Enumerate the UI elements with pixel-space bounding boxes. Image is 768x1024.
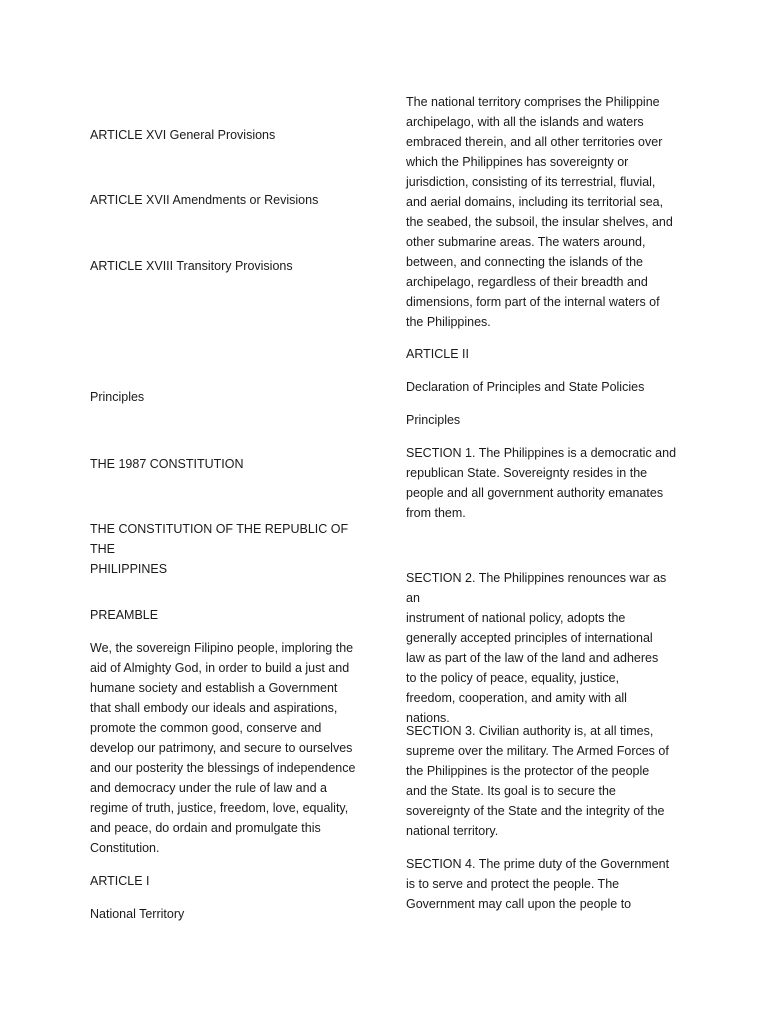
- territory-line: jurisdiction, consisting of its terrestrial, fluvial,: [406, 175, 656, 189]
- section-2-line: law as part of the law of the land and adheres: [406, 651, 659, 665]
- section-2-line: SECTION 2. The Philippines renounces war as an: [406, 571, 667, 605]
- section-3-line: national territory.: [406, 824, 499, 838]
- section-2-line: instrument of national policy, adopts the: [406, 611, 626, 625]
- section-3: [406, 721, 681, 841]
- section-4-line: SECTION 4. The prime duty of the Government: [406, 857, 670, 871]
- section-4: [406, 854, 681, 914]
- preamble-line: Constitution.: [90, 841, 160, 855]
- section-3-line: supreme over the military. The Armed Forces of: [406, 744, 669, 758]
- section-3-line: SECTION 3. Civilian authority is, at all times,: [406, 724, 654, 738]
- section-4-line: Government may call upon the people to: [406, 897, 632, 911]
- section-2-line: generally accepted principles of international: [406, 631, 653, 645]
- constitution-1987-title: THE 1987 CONSTITUTION: [90, 457, 244, 471]
- preamble-line: and our posterity the blessings of independence: [90, 761, 356, 775]
- preamble-line: that shall embody our ideals and aspirations,: [90, 701, 338, 715]
- section-3-line: and the State. Its goal is to secure the: [406, 784, 616, 798]
- section-2-line: freedom, cooperation, and amity with all: [406, 691, 627, 705]
- principles-heading-right: Principles: [406, 413, 461, 427]
- preamble-line: develop our patrimony, and secure to ourselves: [90, 741, 353, 755]
- preamble-line: and peace, do ordain and promulgate this: [90, 821, 321, 835]
- preamble-line: aid of Almighty God, in order to build a just and: [90, 661, 350, 675]
- section-3-line: the Philippines is the protector of the people: [406, 764, 650, 778]
- section-1-line: republican State. Sovereignty resides in the: [406, 466, 648, 480]
- territory-line: archipelago, with all the islands and waters: [406, 115, 644, 129]
- territory-line: other submarine areas. The waters around,: [406, 235, 646, 249]
- preamble-line: promote the common good, conserve and: [90, 721, 322, 735]
- territory-line: the seabed, the subsoil, the insular shelves, and: [406, 215, 673, 229]
- section-1-line: people and all government authority emanates: [406, 486, 664, 500]
- declaration-heading: Declaration of Principles and State Policies: [406, 380, 645, 394]
- territory-line: The national territory comprises the Philippine: [406, 95, 660, 109]
- toc-article-xvi: ARTICLE XVI General Provisions: [90, 128, 276, 142]
- preamble-heading: PREAMBLE: [90, 608, 159, 622]
- territory-line: the Philippines.: [406, 315, 491, 329]
- section-2-line: to the policy of peace, equality, justice,: [406, 671, 620, 685]
- territory-line: and aerial domains, including its territorial sea,: [406, 195, 664, 209]
- section-1-line: SECTION 1. The Philippines is a democratic and: [406, 446, 677, 460]
- national-territory-heading: National Territory: [90, 907, 185, 921]
- section-1: [406, 443, 681, 523]
- territory-line: between, and connecting the islands of the: [406, 255, 643, 269]
- article-i-heading: ARTICLE I: [90, 874, 150, 888]
- principles-heading-left: Principles: [90, 390, 145, 404]
- title-line: PHILIPPINES: [90, 562, 168, 576]
- section-1-line: from them.: [406, 506, 466, 520]
- section-2: [406, 568, 681, 728]
- title-line: THE CONSTITUTION OF THE REPUBLIC OF THE: [90, 522, 349, 556]
- preamble-text: [90, 638, 365, 858]
- territory-line: embraced therein, and all other territories over: [406, 135, 663, 149]
- section-4-line: is to serve and protect the people. The: [406, 877, 620, 891]
- preamble-line: and democracy under the rule of law and a: [90, 781, 327, 795]
- preamble-line: humane society and establish a Government: [90, 681, 338, 695]
- section-3-line: sovereignty of the State and the integrity of the: [406, 804, 665, 818]
- territory-line: archipelago, regardless of their breadth and: [406, 275, 648, 289]
- constitution-republic-title: [90, 519, 365, 579]
- toc-article-xviii: ARTICLE XVIII Transitory Provisions: [90, 259, 293, 273]
- toc-article-xvii: ARTICLE XVII Amendments or Revisions: [90, 193, 319, 207]
- section-2-line: nations.: [406, 711, 450, 725]
- preamble-line: regime of truth, justice, freedom, love, equality,: [90, 801, 349, 815]
- preamble-line: We, the sovereign Filipino people, imploring the: [90, 641, 354, 655]
- article-ii-heading: ARTICLE II: [406, 347, 469, 361]
- national-territory-text: [406, 92, 681, 332]
- territory-line: dimensions, form part of the internal waters of: [406, 295, 660, 309]
- territory-line: which the Philippines has sovereignty or: [406, 155, 629, 169]
